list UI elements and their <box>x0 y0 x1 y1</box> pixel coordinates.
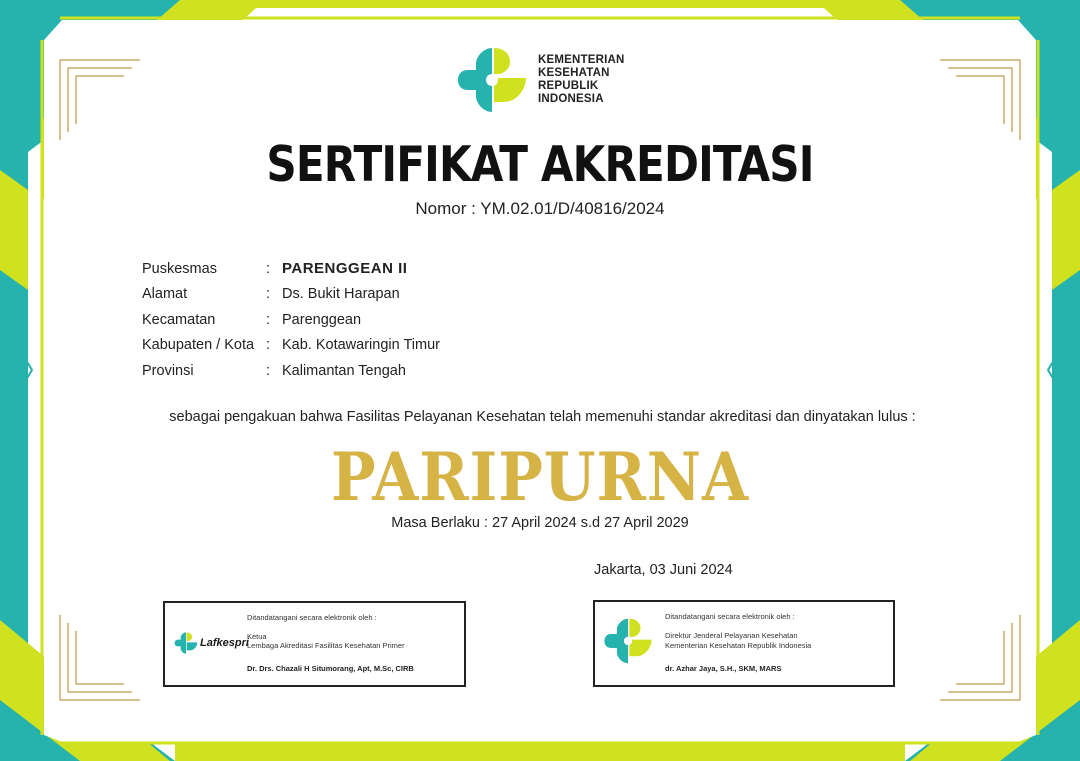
frame-lime-right-mid <box>1052 170 1080 290</box>
lafkespri-logo-icon <box>174 631 198 655</box>
info-value-puskesmas: PARENGGEAN II <box>282 260 408 278</box>
info-value-kabupaten: Kab. Kotawaringin Timur <box>282 337 440 354</box>
info-value-provinsi: Kalimantan Tengah <box>282 362 406 379</box>
kemenkes-logo-icon <box>603 616 653 666</box>
frame-lime-top-bar <box>232 0 848 8</box>
signed-note: Ditandatangani secara elektronik oleh : <box>247 613 377 622</box>
certificate-title: SERTIFIKAT AKREDITASI <box>266 136 814 193</box>
info-colon: : <box>266 311 271 328</box>
signer-institution: Lembaga Akreditasi Fasilitas Kesehatan Primer <box>247 641 405 650</box>
signer-role: Direktur Jenderal Pelayanan Kesehatan <box>665 631 798 640</box>
info-label: Provinsi <box>142 362 194 379</box>
lafkespri-wordmark: Lafkespri <box>200 637 249 649</box>
info-row-kabupaten <box>142 333 440 359</box>
signer-role: Ketua <box>247 632 267 641</box>
signature-box-right <box>593 600 895 687</box>
info-label: Kabupaten / Kota <box>142 337 255 354</box>
frame-lime-left-mid <box>0 170 28 290</box>
validity-period: Masa Berlaku : 27 April 2024 s.d 27 April 2029 <box>391 515 689 531</box>
ministry-logo <box>456 44 625 116</box>
signed-note: Ditandatangani secara elektronik oleh : <box>665 612 795 621</box>
info-label: Alamat <box>142 286 188 303</box>
ministry-name <box>538 54 625 106</box>
frame-lime-bottom-bar <box>175 744 905 761</box>
ministry-name-line: INDONESIA <box>538 93 604 105</box>
info-colon: : <box>266 286 271 303</box>
place-date: Jakarta, 03 Juni 2024 <box>594 562 733 578</box>
signature-box-left <box>163 601 466 687</box>
lafkespri-logo <box>174 631 249 655</box>
signer-name: Dr. Drs. Chazali H Situmorang, Apt, M.Sc, CIRB <box>247 664 414 673</box>
signer-institution: Kementerian Kesehatan Republik Indonesia <box>665 641 812 650</box>
certificate-number: Nomor : YM.02.01/D/40816/2024 <box>415 199 665 218</box>
facility-info-table <box>142 256 440 384</box>
info-row-puskesmas <box>142 256 440 282</box>
info-colon: : <box>266 337 271 354</box>
info-label: Puskesmas <box>142 260 217 277</box>
accreditation-level: PARIPURNA <box>331 438 749 516</box>
info-colon: : <box>266 362 271 379</box>
info-value-alamat: Ds. Bukit Harapan <box>282 286 400 303</box>
accreditation-statement: sebagai pengakuan bahwa Fasilitas Pelayanan Kesehatan telah memenuhi standar akreditasi dan dinyatakan lulus : <box>169 409 916 425</box>
info-row-provinsi <box>142 358 440 384</box>
info-row-alamat <box>142 282 440 308</box>
kemenkes-logo-icon <box>456 44 528 116</box>
ministry-name-line: KESEHATAN <box>538 67 610 79</box>
info-colon: : <box>266 260 271 277</box>
info-row-kecamatan <box>142 307 440 333</box>
signer-name: dr. Azhar Jaya, S.H., SKM, MARS <box>665 664 782 673</box>
info-label: Kecamatan <box>142 311 216 328</box>
info-value-kecamatan: Parenggean <box>282 311 362 328</box>
ministry-name-line: REPUBLIK <box>538 80 599 92</box>
ministry-name-line: KEMENTERIAN <box>538 54 625 66</box>
